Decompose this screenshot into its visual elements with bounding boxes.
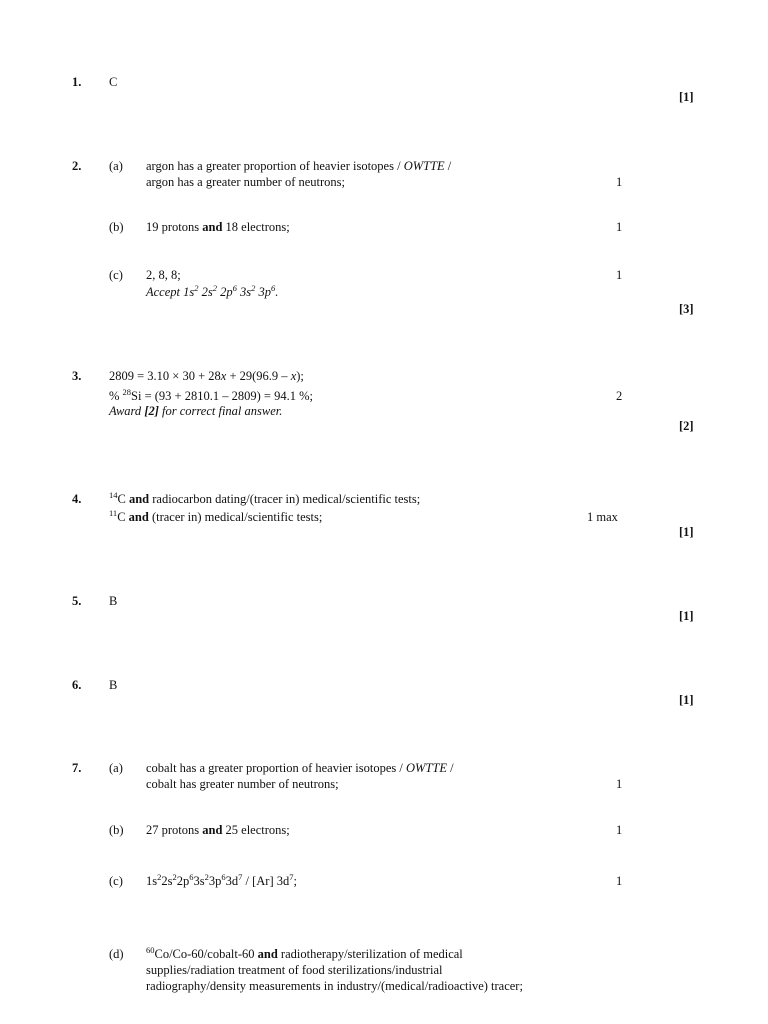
q7c-text: $1s^22s^22p^63s^23p^63d^7 / [Ar]$ $3d^7$; xyxy=(146,872,297,888)
q5-answer: B xyxy=(109,594,118,608)
q4-line1: $^{14}$C and radiocarbon dating/(tracer in) medical/scientific tests; xyxy=(109,490,421,506)
q7c-label: (c) xyxy=(109,874,123,888)
q2c-line1: 2, 8, 8; xyxy=(146,268,181,282)
q2a-line1: argon has a greater proportion of heavier isotopes / OWTTE / xyxy=(146,159,452,173)
q6-answer: B xyxy=(109,678,118,692)
q7d-line3: radiography/density measurements in industry/(medical/radioactive) tracer; xyxy=(146,979,523,993)
q2b-text: 19 protons and 18 electrons; xyxy=(146,220,290,234)
q4-line2: $^{11}$C and (tracer in) medical/scientific tests; xyxy=(109,508,323,524)
q6-total-mark: [1] xyxy=(679,693,694,707)
q2c-label: (c) xyxy=(109,268,123,282)
q5-total-mark: [1] xyxy=(679,609,694,623)
q3-number: 3. xyxy=(72,369,82,383)
q7d-label: (d) xyxy=(109,947,124,961)
q2c-accept-note: Accept $1s^2$ $2s^2$ $2p^6$ $3s^2$ $3p^6$. xyxy=(146,283,279,299)
q7d-line1: $^{60}$Co/Co-60/cobalt-60 and radiotherapy/sterilization of medical xyxy=(146,945,463,961)
q1-number: 1. xyxy=(72,75,82,89)
q7c-mark: 1 xyxy=(616,874,623,888)
q7a-line2: cobalt has greater number of neutrons; xyxy=(146,777,339,791)
q3-total-mark: [2] xyxy=(679,419,694,433)
q6-number: 6. xyxy=(72,678,82,692)
q2-number: 2. xyxy=(72,159,82,173)
q1-total-mark: [1] xyxy=(679,90,694,104)
q2a-mark: 1 xyxy=(616,175,623,189)
q7-number: 7. xyxy=(72,761,82,775)
q1-answer: C xyxy=(109,75,118,89)
q7d-line2: supplies/radiation treatment of food sterilizations/industrial xyxy=(146,963,443,977)
q7b-label: (b) xyxy=(109,823,124,837)
q7b-text: 27 protons and 25 electrons; xyxy=(146,823,290,837)
q2a-label: (a) xyxy=(109,159,123,173)
q2b-label: (b) xyxy=(109,220,124,234)
q3-mark: 2 xyxy=(616,389,623,403)
q2c-mark: 1 xyxy=(616,268,623,282)
q5-number: 5. xyxy=(72,594,82,608)
q7b-mark: 1 xyxy=(616,823,623,837)
q3-line1: 2809 = 3.10 × 30 + 28x + 29(96.9 – x); xyxy=(109,369,304,383)
q7a-mark: 1 xyxy=(616,777,623,791)
q2a-line2: argon has a greater number of neutrons; xyxy=(146,175,346,189)
q7a-label: (a) xyxy=(109,761,123,775)
q4-mark: 1 max xyxy=(587,510,618,524)
q4-number: 4. xyxy=(72,492,82,506)
q2b-mark: 1 xyxy=(616,220,623,234)
q3-line2: % $^{28}$Si = (93 + 2810.1 – 2809) = 94.1 %; xyxy=(109,387,313,403)
q3-award-note: Award [2] for correct final answer. xyxy=(109,404,283,418)
q2-total-mark: [3] xyxy=(679,302,694,316)
q7a-line1: cobalt has a greater proportion of heavier isotopes / OWTTE / xyxy=(146,761,454,775)
q4-total-mark: [1] xyxy=(679,525,694,539)
